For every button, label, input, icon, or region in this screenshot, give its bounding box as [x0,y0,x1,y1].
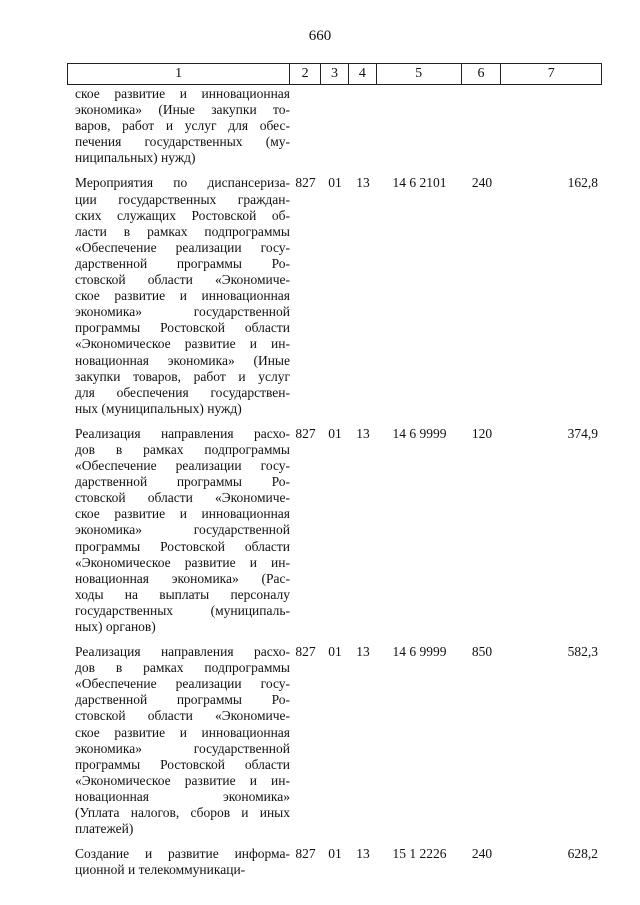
description-line: программы Ростовской области [75,756,290,772]
description-line: «Экономическое развитие и ин- [75,554,290,570]
row-description [75,175,290,416]
description-line: ниципальных) нужд) [75,150,196,166]
description-line: Реализация направления расхо- [75,644,290,660]
description-line: «Экономическое развитие и ин- [75,772,290,788]
amount: 582,3 [567,644,598,660]
code-department [290,86,321,166]
description-line: новационная экономика» (Иные [75,352,290,368]
description-line: экономика» государственной [75,522,290,538]
code-subsection [349,86,377,166]
code-subsection: 13 [356,644,370,660]
description-line: (Уплата налогов, сборов и иных [75,805,290,821]
description-line: ционной и телекоммуникаци- [75,862,246,878]
code-target-article: 15 1 2226 [392,846,447,862]
code-department: 827 [295,846,316,862]
code-expense-type: 120 [471,425,493,441]
table-row [67,426,602,635]
description-line: Создание и развитие информа- [75,846,290,862]
code-subsection: 13 [356,175,370,191]
description-line: Мероприятия по диспансеризa- [75,175,290,191]
code-section: 01 [328,175,342,191]
description-line: ласти в рамках подпрограммы [75,223,290,239]
amount [502,86,602,166]
description-line: ское развитие и инновационная [75,724,290,740]
table-row [67,644,602,837]
code-department: 827 [295,175,316,191]
amount: 374,9 [567,425,598,441]
description-line: дов в рамках подпрограммы [75,660,290,676]
code-target-article: 14 6 9999 [392,425,447,441]
code-section [321,86,349,166]
code-department: 827 [295,425,316,441]
header-col-4: 4 [349,64,377,84]
description-line: программы Ростовской области [75,320,290,336]
row-description [75,644,290,837]
row-description [75,426,290,635]
code-section: 01 [328,425,342,441]
header-col-1: 1 [68,64,290,84]
description-line: ходы на выплаты персоналу [75,586,290,602]
code-target-article [377,86,462,166]
code-section: 01 [328,644,342,660]
description-line: «Обеспечение реализации госу- [75,676,290,692]
description-line: государственных (муниципаль- [75,602,290,618]
amount: 162,8 [567,175,598,191]
description-line: новационная экономика» [75,788,290,804]
code-expense-type: 850 [471,644,493,660]
row-description [75,846,290,878]
description-line: экономика» государственной [75,740,290,756]
description-line: стовской области «Экономиче- [75,708,290,724]
description-line: ское развитие и инновационная [75,288,290,304]
description-line: платежей) [75,821,134,837]
code-subsection: 13 [356,425,370,441]
header-col-5: 5 [377,64,462,84]
description-line: программы Ростовской области [75,538,290,554]
description-line: закупки товаров, работ и услуг [75,368,290,384]
table-header [67,63,602,85]
description-line: дарственной программы Ро- [75,474,290,490]
description-line: Реализация направления расхо- [75,425,290,441]
table-row [67,86,602,166]
code-expense-type: 240 [471,846,493,862]
header-col-2: 2 [290,64,321,84]
row-description [75,86,290,166]
description-line: стовской области «Экономиче- [75,490,290,506]
page-number: 660 [308,28,332,44]
code-expense-type [462,86,502,166]
description-line: ских служащих Ростовской об- [75,207,290,223]
description-line: ных (муниципальных) нужд) [75,400,242,416]
header-col-3: 3 [321,64,349,84]
description-line: дарственной программы Ро- [75,255,290,271]
description-line: экономика» (Иные закупки то- [75,102,290,118]
description-line: ции государственных граждан- [75,191,290,207]
description-line: печения государственных (му- [75,134,290,150]
header-col-6: 6 [462,64,502,84]
description-line: «Обеспечение реализации госу- [75,458,290,474]
table-body [67,86,602,887]
description-line: экономика» государственной [75,304,290,320]
description-line: ское развитие и инновационная [75,86,290,101]
code-target-article: 14 6 9999 [392,644,447,660]
table-row [67,846,602,878]
code-subsection: 13 [356,846,370,862]
table-row [67,175,602,416]
description-line: стовской области «Экономиче- [75,272,290,288]
description-line: ское развитие и инновационная [75,506,290,522]
description-line: «Экономическое развитие и ин- [75,336,290,352]
code-target-article: 14 6 2101 [392,175,447,191]
amount: 628,2 [567,846,598,862]
description-line: для обеспечения государствен- [75,384,290,400]
description-line: дов в рамках подпрограммы [75,441,290,457]
code-section: 01 [328,846,342,862]
description-line: «Обеспечение реализации госу- [75,239,290,255]
description-line: новационная экономика» (Рас- [75,570,290,586]
code-expense-type: 240 [471,175,493,191]
description-line: варов, работ и услуг для обес- [75,118,290,134]
header-col-7: 7 [547,66,555,81]
description-line: ных) органов) [75,619,156,634]
description-line: дарственной программы Ро- [75,692,290,708]
code-department: 827 [295,644,316,660]
